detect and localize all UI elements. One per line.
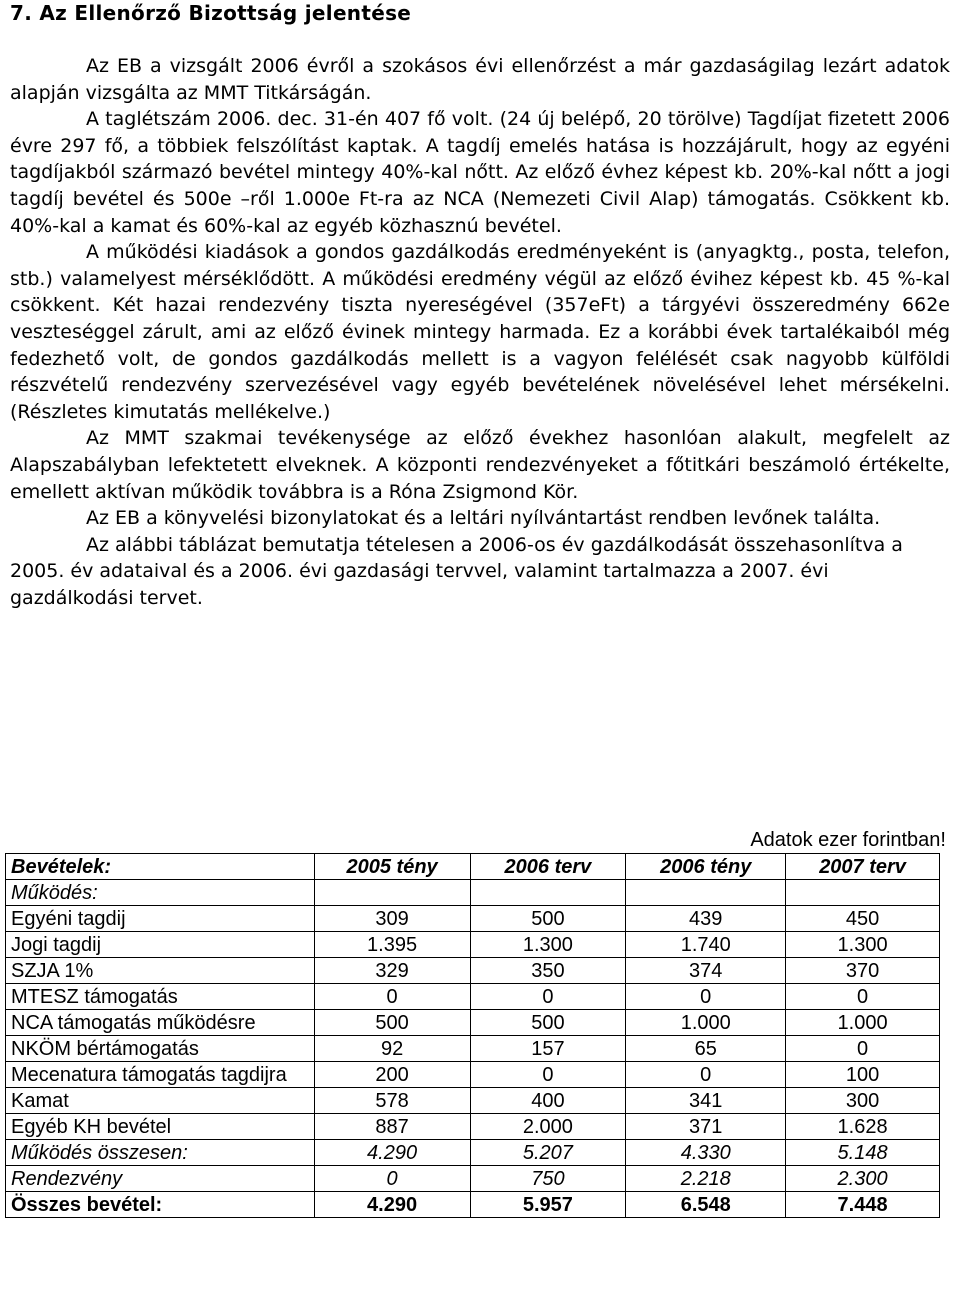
report-body [10, 53, 950, 611]
cell-2007-plan: 370 [786, 958, 940, 984]
row-label: Egyéni tagdij [6, 906, 315, 932]
cell-2006-plan: 2.000 [470, 1114, 626, 1140]
paragraph-audit-scope: Az EB a vizsgált 2006 évről a szokásos évi ellenőrzést a már gazdaságilag lezárt adatok alapján vizsgálta az MMT Titkárságán. [10, 55, 950, 104]
table-row [6, 984, 940, 1010]
revenue-table [5, 853, 940, 1218]
row-label: SZJA 1% [6, 958, 315, 984]
cell-2007-plan: 7.448 [786, 1192, 940, 1218]
empty-cell [626, 880, 786, 906]
paragraph-professional-activity: Az MMT szakmai tevékenysége az előző évekhez hasonlóan alakult, megfelelt az Alapszabályban lefektetett elveknek. A központi rendezvényeket a főtitkári beszámoló értékelte, emellett aktívan működik továbbra is a Róna Zsigmond Kör. [10, 427, 950, 503]
table-row [6, 932, 940, 958]
section-heading: 7. Az Ellenőrző Bizottság jelentése [10, 1, 412, 25]
cell-2006-plan: 0 [470, 1062, 626, 1088]
cell-2006-actual: 1.740 [626, 932, 786, 958]
total-row [6, 1192, 940, 1218]
cell-2007-plan: 0 [786, 1036, 940, 1062]
row-label: Rendezvény [6, 1166, 315, 1192]
table-row [6, 1114, 940, 1140]
cell-2006-plan: 350 [470, 958, 626, 984]
header-2006-plan: 2006 terv [470, 854, 626, 880]
paragraph-bookkeeping: Az EB a könyvelési bizonylatokat és a leltári nyílvántartást rendben levőnek találta. [86, 507, 881, 530]
paragraph-operating-costs: A működési kiadások a gondos gazdálkodás eredményeként is (anyagktg., posta, telefon, stb.) valamelyest mérséklődött. A működési eredmény végül az előző évihez képest kb. 45 %-kal csökkent. Két hazai rendezvény tiszta nyereségével (357eFt) a tárgyévi összeredmény 662e veszteséggel zárult, ami az előző évinek mintegy harmada. Ez a korábbi évek tartalékaiból még fedezhető volt, de gondos gazdálkodás mellett is a vagyon felélését csak nagyobb külföldi részvételű rendezvény szervezésével vagy egyéb bevételének növelésével lehet mérsékelni. (Részletes kimutatás mellékelve.) [10, 241, 950, 423]
cell-2006-plan: 0 [470, 984, 626, 1010]
cell-2005-actual: 0 [314, 984, 470, 1010]
cell-2005-actual: 4.290 [314, 1140, 470, 1166]
paragraph-membership: A taglétszám 2006. dec. 31-én 407 fő volt. (24 új belépő, 20 törölve) Tagdíjat fizetett 2006 évre 297 fő, a többiek felszólítást kaptak. A tagdíj emelés hatása is hozzájárult, hogy az egyéni tagdíjakból származó bevétel mintegy 40%-kal nőtt. Az előző évhez képest kb. 20%-kal nőtt a jogi tagdíj bevétel és 500e –ről 1.000e Ft-ra az NCA (Nemezeti Civil Alap) támogatás. Csökkent kb. 40%-kal a kamat és 60%-kal az egyéb közhasznú bevétel. [10, 108, 950, 237]
cell-2007-plan: 1.628 [786, 1114, 940, 1140]
cell-2006-plan: 5.207 [470, 1140, 626, 1166]
header-2005-actual: 2005 tény [314, 854, 470, 880]
cell-2005-actual: 4.290 [314, 1192, 470, 1218]
cell-2006-plan: 400 [470, 1088, 626, 1114]
cell-2005-actual: 500 [314, 1010, 470, 1036]
cell-2007-plan: 100 [786, 1062, 940, 1088]
cell-2007-plan: 0 [786, 984, 940, 1010]
header-2006-actual: 2006 tény [626, 854, 786, 880]
row-label: Jogi tagdij [6, 932, 315, 958]
cell-2006-actual: 341 [626, 1088, 786, 1114]
currency-note: Adatok ezer forintban! [750, 829, 946, 851]
table-row [6, 1036, 940, 1062]
cell-2006-actual: 4.330 [626, 1140, 786, 1166]
cell-2006-plan: 1.300 [470, 932, 626, 958]
cell-2006-actual: 1.000 [626, 1010, 786, 1036]
cell-2007-plan: 300 [786, 1088, 940, 1114]
row-label: NKÖM bértámogatás [6, 1036, 315, 1062]
empty-cell [314, 880, 470, 906]
row-label: Kamat [6, 1088, 315, 1114]
header-2007-plan: 2007 terv [786, 854, 940, 880]
cell-2006-actual: 6.548 [626, 1192, 786, 1218]
cell-2007-plan: 1.000 [786, 1010, 940, 1036]
paragraph-table-intro: Az alábbi táblázat bemutatja tételesen a 2006-os év gazdálkodását összehasonlítva a 2005. év adataival és a 2006. évi gazdasági tervvel, valamint tartalmazza a 2007. évi gazdálkodási tervet. [10, 533, 903, 609]
table-body [6, 880, 940, 1218]
cell-2005-actual: 887 [314, 1114, 470, 1140]
cell-2006-plan: 750 [470, 1166, 626, 1192]
cell-2006-plan: 157 [470, 1036, 626, 1062]
cell-2005-actual: 200 [314, 1062, 470, 1088]
events-row [6, 1166, 940, 1192]
table-row [6, 958, 940, 984]
cell-2006-actual: 439 [626, 906, 786, 932]
table-row [6, 1010, 940, 1036]
cell-2007-plan: 450 [786, 906, 940, 932]
section-label: Működés: [6, 880, 315, 906]
table-header-row [6, 854, 940, 880]
cell-2006-plan: 5.957 [470, 1192, 626, 1218]
empty-cell [786, 880, 940, 906]
cell-2006-actual: 0 [626, 984, 786, 1010]
row-label: Működés összesen: [6, 1140, 315, 1166]
cell-2007-plan: 2.300 [786, 1166, 940, 1192]
cell-2005-actual: 0 [314, 1166, 470, 1192]
section-row-operation [6, 880, 940, 906]
row-label: Összes bevétel: [6, 1192, 315, 1218]
row-label: Mecenatura támogatás tagdijra [6, 1062, 315, 1088]
cell-2005-actual: 1.395 [314, 932, 470, 958]
empty-cell [470, 880, 626, 906]
cell-2007-plan: 5.148 [786, 1140, 940, 1166]
cell-2005-actual: 309 [314, 906, 470, 932]
cell-2005-actual: 92 [314, 1036, 470, 1062]
row-label: NCA támogatás működésre [6, 1010, 315, 1036]
table-row [6, 1088, 940, 1114]
cell-2007-plan: 1.300 [786, 932, 940, 958]
header-revenues: Bevételek: [6, 854, 315, 880]
cell-2005-actual: 578 [314, 1088, 470, 1114]
table-row [6, 906, 940, 932]
row-label: Egyéb KH bevétel [6, 1114, 315, 1140]
subtotal-row [6, 1140, 940, 1166]
cell-2006-plan: 500 [470, 1010, 626, 1036]
cell-2006-actual: 2.218 [626, 1166, 786, 1192]
row-label: MTESZ támogatás [6, 984, 315, 1010]
cell-2006-actual: 371 [626, 1114, 786, 1140]
cell-2006-actual: 374 [626, 958, 786, 984]
cell-2006-plan: 500 [470, 906, 626, 932]
cell-2006-actual: 65 [626, 1036, 786, 1062]
cell-2006-actual: 0 [626, 1062, 786, 1088]
cell-2005-actual: 329 [314, 958, 470, 984]
table-row [6, 1062, 940, 1088]
